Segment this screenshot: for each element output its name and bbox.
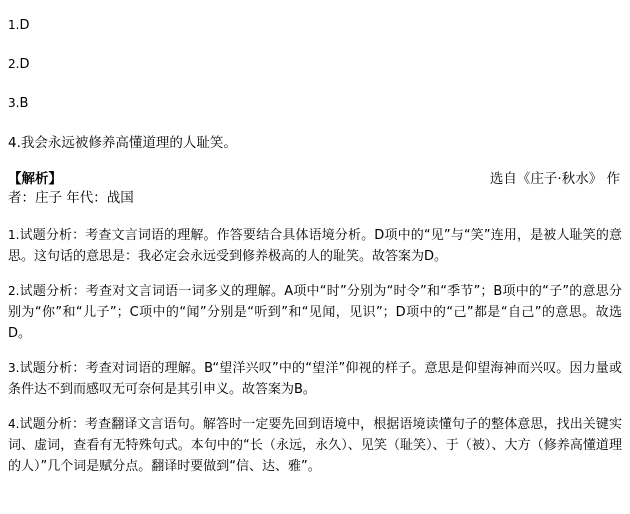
answer-number: 2.: [8, 57, 20, 71]
answer-value: D: [19, 18, 30, 33]
analysis-label: 【解析】: [8, 171, 62, 187]
explanation-item: [8, 281, 622, 344]
explanation-text: 试题分析：考查文言词语的理解。作答要结合具体语境分析。D项中的“见”与“笑”连用，是被人耻笑的意思。这句话的意思是：我必定会永远受到修养极高的人的耻笑。故答案为D。: [8, 228, 622, 264]
answer-item: [8, 57, 622, 72]
answer-value: B: [19, 96, 29, 111]
explanation-number: 2.: [8, 284, 20, 298]
answer-item: [8, 135, 622, 151]
explanation-number: 1.: [8, 228, 20, 242]
answer-number: 3.: [8, 96, 20, 110]
analysis-source-continued: 者：庄子 年代：战国: [8, 190, 134, 206]
explanation-number: 4.: [8, 417, 20, 431]
explanation-number: 3.: [8, 361, 20, 375]
answer-item: [8, 96, 622, 111]
explanation-item: [8, 358, 622, 400]
explanation-text: 试题分析：考查对文言词语一词多义的理解。A项中“时”分别为“时令”和“季节”；B项中的“子”的意思分别为“你”和“儿子”；C项中的“闻”分别是“听到”和“见闻，见识”；D项中的“己”都是“自己”的意思。故选D。: [8, 284, 622, 341]
explanation-item: [8, 414, 622, 477]
analysis-header: [8, 171, 622, 188]
explanation-text: 试题分析：考查翻译文言语句。解答时一定要先回到语境中，根据语境读懂句子的整体意思，找出关键实词、虚词，查看有无特殊句式。本句中的“长（永远，永久）、见笑（耻笑）、于（被）、大方（修养高懂道理的人）”几个词是赋分点。翻译时要做到“信、达、雅”。: [8, 417, 622, 474]
answer-item: [8, 18, 622, 33]
explanation-text: 试题分析：考查对词语的理解。B“望洋兴叹”中的“望洋”仰视的样子。意思是仰望海神而兴叹。因力量或条件达不到而感叹无可奈何是其引申义。故答案为B。: [8, 361, 622, 397]
answer-value: 我会永远被修养高懂道理的人耻笑。: [20, 135, 237, 151]
answer-number: 1.: [8, 18, 20, 32]
answer-value: D: [19, 57, 30, 72]
answer-number: 4.: [8, 135, 21, 151]
explanation-item: [8, 225, 622, 267]
analysis-source: 选自《庄子·秋水》 作: [489, 171, 620, 187]
